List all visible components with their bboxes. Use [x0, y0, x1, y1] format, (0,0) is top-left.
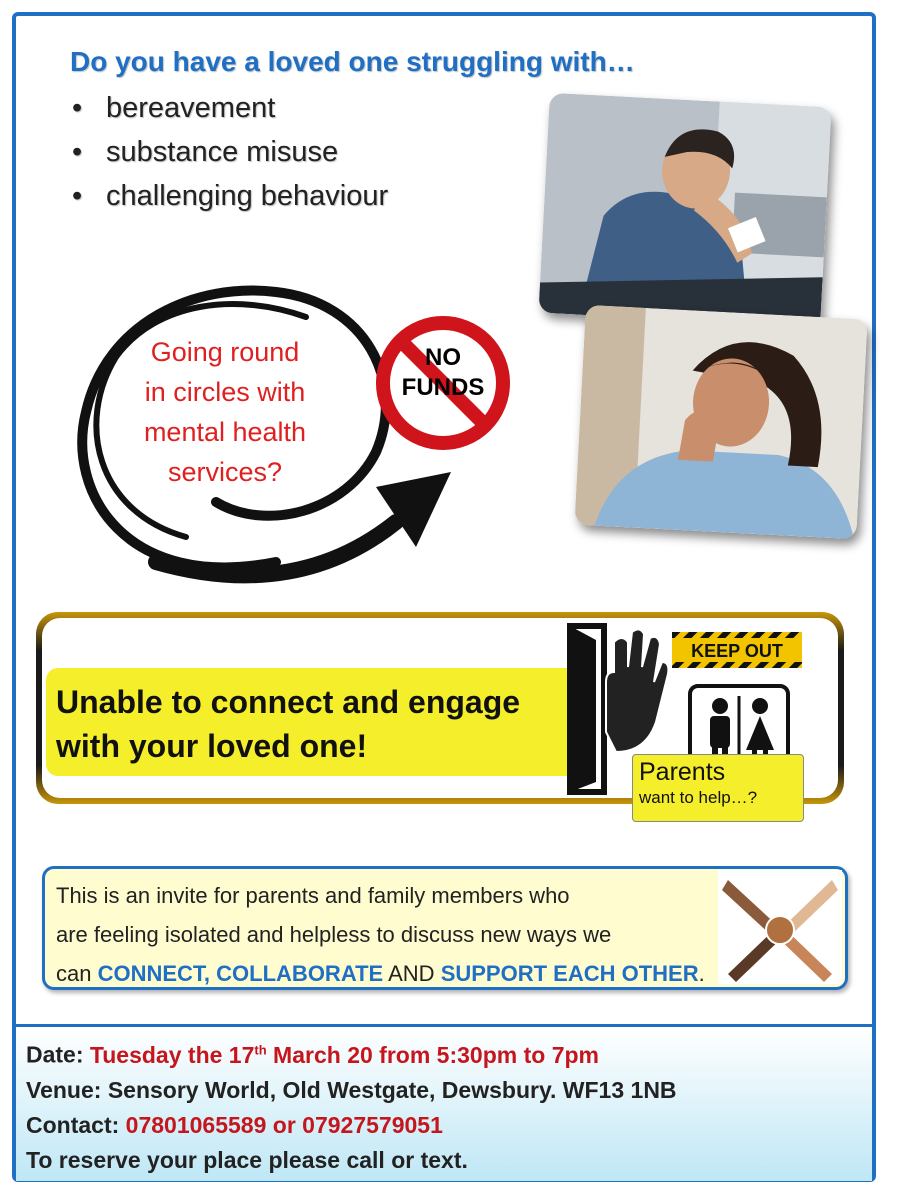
circle-text — [120, 332, 330, 492]
circle-line: mental health — [143, 417, 307, 447]
contact-value: 07801065589 or 07927579051 — [125, 1111, 443, 1138]
linked-hands-icon — [718, 870, 842, 984]
invite-connect: CONNECT, — [97, 961, 211, 986]
list-item — [72, 130, 388, 174]
date-value-pre: Tuesday the 17 — [89, 1041, 255, 1068]
invite-line: This is an invite for parents and family members who — [56, 883, 570, 908]
struggle-list — [72, 86, 388, 218]
bullet-icon: • — [72, 180, 83, 212]
list-item — [72, 86, 388, 130]
date-line — [26, 1032, 677, 1073]
date-label: Date: — [26, 1041, 90, 1068]
no-funds-line: NO — [425, 344, 461, 371]
invite-line: are feeling isolated and helpless to discuss new ways we — [56, 922, 612, 947]
circle-line: in circles with — [144, 377, 306, 407]
venue-value: Sensory World, Old Westgate, Dewsbury. WF13 1NB — [107, 1076, 677, 1103]
reserve-line: To reserve your place please call or text. — [26, 1146, 468, 1173]
date-value-post: March 20 from 5:30pm to 7pm — [266, 1041, 599, 1068]
invite-collaborate: COLLABORATE — [216, 961, 384, 986]
connect-line: Unable to connect and engage — [56, 684, 521, 720]
keep-out-tape-icon — [672, 632, 802, 668]
no-funds-line: FUNDS — [401, 374, 485, 401]
venue-line — [26, 1073, 677, 1108]
contact-label: Contact: — [26, 1111, 126, 1138]
photo-distressed-man — [538, 93, 831, 327]
circle-line: services? — [167, 457, 283, 487]
list-item-text: substance misuse — [106, 136, 339, 168]
list-item-text: challenging behaviour — [106, 180, 389, 212]
photo-anxious-woman — [574, 305, 867, 539]
venue-label: Venue: — [26, 1076, 108, 1103]
parents-title: Parents — [639, 758, 726, 786]
connect-line: with your loved one! — [56, 728, 368, 764]
keep-out-label: KEEP OUT — [691, 641, 783, 661]
list-item-text: bereavement — [106, 92, 276, 124]
parents-callout — [632, 754, 804, 822]
invite-and: AND — [388, 961, 435, 986]
invite-period: . — [698, 961, 705, 986]
invite-line: can — [56, 961, 98, 986]
date-value — [90, 1042, 599, 1068]
bullet-icon: • — [72, 92, 83, 124]
list-item — [72, 174, 388, 218]
circle-line: Going round — [150, 337, 300, 367]
distressed-man-illustration — [538, 93, 831, 327]
bullet-icon: • — [72, 136, 83, 168]
invite-text — [56, 876, 706, 993]
invite-support: SUPPORT EACH OTHER — [440, 961, 699, 986]
parents-subtitle: want to help…? — [639, 788, 758, 807]
headline: Do you have a loved one struggling with… — [70, 46, 635, 77]
anxious-woman-illustration — [574, 305, 867, 539]
no-funds-label — [373, 343, 513, 403]
event-details — [26, 1032, 677, 1178]
date-sup: th — [254, 1042, 267, 1057]
connect-text — [56, 680, 520, 768]
contact-line — [26, 1108, 677, 1143]
